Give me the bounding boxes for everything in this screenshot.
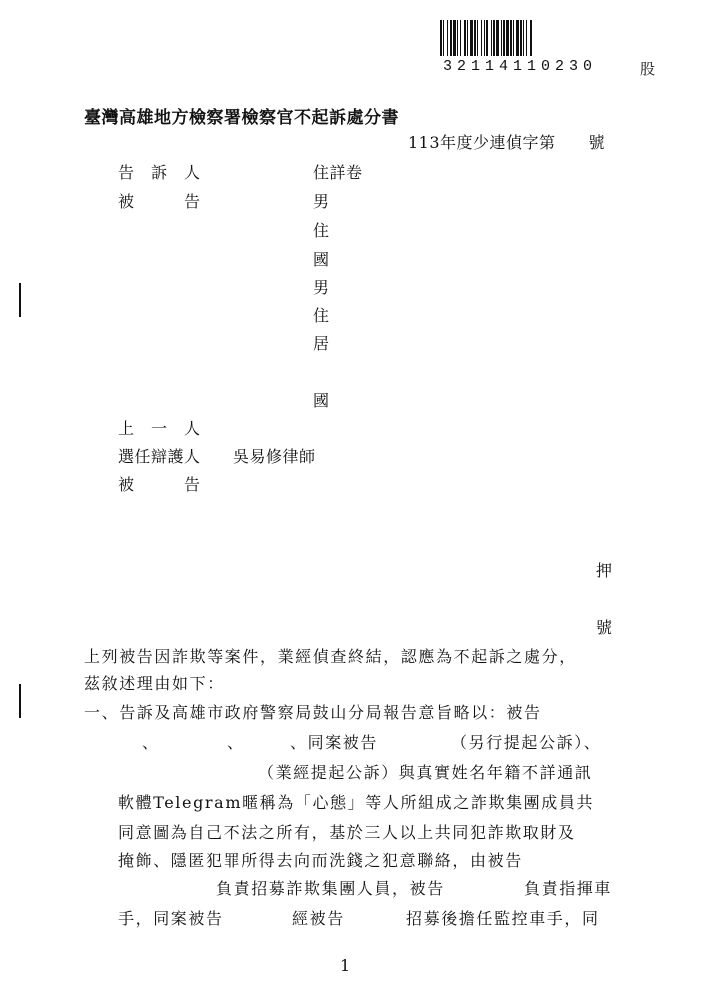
margin-mark [19, 283, 21, 317]
above-one-person: 上 一 人 [118, 419, 201, 438]
barcode-number: 32114110230 [443, 58, 598, 75]
section1-text: 招募後擔任監控車手，同 [406, 909, 600, 928]
barcode-bar [530, 20, 532, 56]
barcode-bar [467, 20, 468, 56]
defendant2-gender: 男 [313, 278, 330, 297]
barcode-bar [493, 20, 495, 56]
section1-line: 一、告訴及高雄市政府警察局鼓山分局報告意旨略以：被告 [84, 703, 542, 722]
section1-line: 軟體Telegram暱稱為「心態」等人所組成之詐欺集團成員共 [118, 793, 595, 812]
defense-counsel-name: 吳易修律師 [233, 447, 316, 466]
section1-text: 、同案被告 [290, 733, 379, 752]
section1-text: 經被告 [292, 909, 345, 928]
barcode-bar [503, 20, 505, 56]
barcode-bar [460, 20, 461, 56]
margin-mark [19, 684, 21, 718]
defendant1-label: 被 告 [118, 192, 201, 211]
defendant1-address: 住 [313, 221, 330, 240]
barcode-bar [474, 20, 476, 56]
section1-line: 掩飾、隱匿犯罪所得去向而洗錢之犯意聯絡，由被告 [118, 851, 523, 870]
barcode-bar [510, 20, 512, 56]
defendant3-label: 被 告 [118, 475, 201, 494]
defendant2-nationality: 國 [313, 391, 330, 410]
barcode-bar [491, 20, 492, 56]
barcode-bar [520, 20, 522, 56]
defendant2-address: 住 [313, 306, 330, 325]
barcode-bar [484, 20, 485, 56]
complainant-label: 告 訴 人 [118, 163, 201, 182]
section1-text: 負責指揮車 [524, 879, 613, 898]
barcode-bar [443, 20, 444, 56]
section1-line: （業經提起公訴）與真實姓名年籍不詳通訊 [258, 763, 593, 782]
complainant-address: 住詳卷 [313, 163, 363, 182]
section1-text: 、 [142, 733, 160, 752]
page-number: 1 [340, 956, 351, 975]
barcode-bar [477, 20, 478, 56]
barcode-bar [464, 20, 466, 56]
unit-label: 股 [640, 60, 656, 78]
section1-text: （另行提起公訴）、 [451, 733, 602, 752]
section1-line: 同意圖為自己不法之所有，基於三人以上共同犯詐欺取財及 [118, 823, 576, 842]
section1-text: 、 [227, 733, 245, 752]
barcode-bar [450, 20, 452, 56]
number-char: 號 [596, 618, 613, 637]
defendant1-gender: 男 [313, 192, 330, 211]
case-number: 113年度少連偵字第 號 [408, 133, 606, 152]
defense-counsel-label: 選任辯護人 [118, 447, 201, 466]
custody-char: 押 [596, 561, 613, 580]
barcode-bar [470, 20, 473, 56]
barcode-bar [526, 20, 527, 56]
section1-text: 手，同案被告 [118, 909, 224, 928]
barcode-bar [516, 20, 519, 56]
barcode-bar [496, 20, 499, 56]
barcode-bar [523, 20, 524, 56]
barcode-bar [447, 20, 448, 56]
barcode [440, 20, 656, 56]
barcode-bar [506, 20, 509, 56]
document-title: 臺灣高雄地方檢察署檢察官不起訴處分書 [84, 108, 399, 128]
section1-text: 負責招募詐欺集團人員，被告 [216, 879, 445, 898]
barcode-bar [440, 20, 442, 56]
barcode-bar [481, 20, 482, 56]
barcode-bar [486, 20, 488, 56]
intro-line: 上列被告因詐欺等案件，業經偵查終結，認應為不起訴之處分， [84, 647, 577, 666]
barcode-bar [513, 20, 514, 56]
intro-line: 茲敘述理由如下： [84, 674, 225, 693]
barcode-bar [453, 20, 456, 56]
defendant1-nationality: 國 [313, 250, 330, 269]
barcode-bar [501, 20, 502, 56]
defendant2-residence: 居 [313, 334, 330, 353]
barcode-bar [457, 20, 458, 56]
